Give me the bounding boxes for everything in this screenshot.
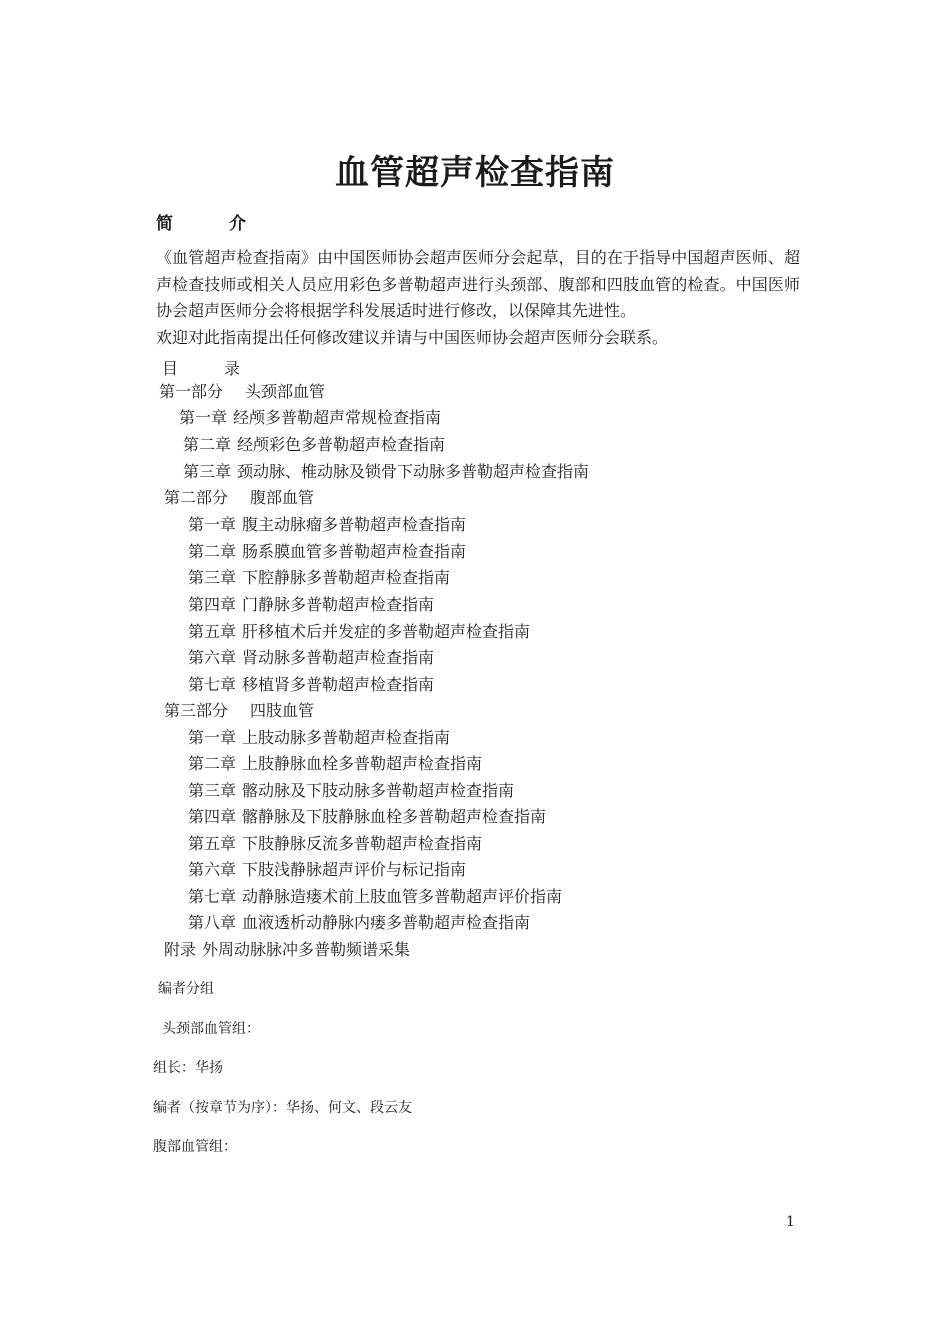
toc-chapter	[188, 751, 482, 777]
toc-chapter-title: 下肢浅静脉超声评价与标记指南	[242, 860, 467, 879]
toc-chapter-number: 第四章	[188, 807, 237, 826]
toc-part	[164, 485, 314, 511]
toc-heading: 目录	[162, 359, 287, 378]
toc-chapter	[179, 405, 441, 431]
page-number: 1	[786, 1214, 795, 1230]
toc-chapter	[188, 857, 466, 883]
toc-part-number: 第二部分	[164, 488, 229, 507]
toc-chapter	[183, 459, 589, 485]
toc-part	[159, 379, 325, 405]
toc-chapter-title: 髂静脉及下肢静脉血栓多普勒超声检查指南	[242, 807, 547, 826]
toc-part-title: 头颈部血管	[245, 382, 326, 401]
toc-chapter-number: 第六章	[188, 860, 237, 879]
toc-chapter-title: 上肢静脉血栓多普勒超声检查指南	[242, 754, 483, 773]
toc-chapter-title: 颈动脉、椎动脉及锁骨下动脉多普勒超声检查指南	[237, 462, 590, 481]
intro-paragraph: 欢迎对此指南提出任何修改建议并请与中国医师协会超声医师分会联系。	[156, 327, 669, 347]
toc-chapter-number: 第八章	[188, 913, 237, 932]
toc-chapter-number: 第七章	[188, 675, 237, 694]
toc-chapter-title: 动静脉造瘘术前上肢血管多普勒超声评价指南	[242, 887, 563, 906]
toc-chapter	[188, 672, 434, 698]
toc-chapter-number: 第五章	[188, 622, 237, 641]
toc-chapter-number: 第二章	[183, 435, 232, 454]
toc-chapter-title: 血液透析动静脉内瘘多普勒超声检查指南	[242, 913, 531, 932]
toc-chapter	[188, 592, 434, 618]
head-neck-group-heading: 头颈部血管组：	[162, 1021, 260, 1037]
toc-chapter-number: 第三章	[188, 781, 237, 800]
toc-chapter-title: 经颅彩色多普勒超声检查指南	[237, 435, 446, 454]
toc-chapter-title: 上肢动脉多普勒超声检查指南	[242, 728, 451, 747]
toc-chapter-number: 第一章	[179, 408, 228, 427]
toc-chapter-number: 第二章	[188, 542, 237, 561]
toc-chapter	[188, 910, 530, 936]
toc-chapter-number: 第二章	[188, 754, 237, 773]
toc-chapter	[188, 539, 466, 565]
toc-part-title: 四肢血管	[250, 701, 315, 720]
toc-chapter-number: 第一章	[188, 515, 237, 534]
head-neck-group-leader: 组长：华扬	[153, 1060, 223, 1076]
editors-heading: 编者分组	[158, 981, 214, 997]
toc-chapter	[188, 884, 562, 910]
toc-chapter-number: 第七章	[188, 887, 237, 906]
toc-chapter-title: 腹主动脉瘤多普勒超声检查指南	[242, 515, 467, 534]
toc-chapter-number: 第三章	[183, 462, 232, 481]
toc-chapter-number: 第三章	[188, 568, 237, 587]
toc-chapter-title: 门静脉多普勒超声检查指南	[242, 595, 435, 614]
toc-chapter-title: 肝移植术后并发症的多普勒超声检查指南	[242, 622, 531, 641]
toc-chapter-number: 第五章	[188, 834, 237, 853]
toc-chapter-title: 移植肾多普勒超声检查指南	[242, 675, 435, 694]
toc-part-number: 第一部分	[159, 382, 224, 401]
toc-chapter-title: 经颅多普勒超声常规检查指南	[233, 408, 442, 427]
abdominal-group-heading: 腹部血管组：	[153, 1139, 237, 1155]
head-neck-group-editors: 编者（按章节为序）：华扬、何文、段云友	[153, 1100, 412, 1116]
toc-appendix	[164, 937, 410, 963]
toc-part-number: 第三部分	[164, 701, 229, 720]
toc-chapter	[188, 725, 450, 751]
toc-chapter	[188, 645, 434, 671]
toc-chapter-title: 下肢静脉反流多普勒超声检查指南	[242, 834, 483, 853]
toc-part	[164, 698, 314, 724]
toc-part-title: 腹部血管	[250, 488, 315, 507]
toc-chapter-number: 第一章	[188, 728, 237, 747]
intro-body	[156, 245, 800, 351]
toc-chapter-title: 肠系膜血管多普勒超声检查指南	[242, 542, 467, 561]
intro-heading: 简介	[156, 214, 302, 234]
toc-appendix-label: 附录	[164, 940, 197, 959]
toc-chapter	[188, 804, 546, 830]
toc-chapter	[183, 432, 445, 458]
toc-chapter	[188, 619, 530, 645]
toc-chapter-number: 第六章	[188, 648, 237, 667]
toc-chapter-number: 第四章	[188, 595, 237, 614]
toc-appendix-title: 外周动脉脉冲多普勒频谱采集	[202, 940, 411, 959]
toc-chapter-title: 肾动脉多普勒超声检查指南	[242, 648, 435, 667]
intro-paragraph: 《血管超声检查指南》由中国医师协会超声医师分会起草，目的在于指导中国超声医师、超声检查技师或相关人员应用彩色多普勒超声进行头颈部、腹部和四肢血管的检查。中国医师协会超声医师分会将根据学科发展适时进行修改，以保障其先进性。	[156, 248, 800, 320]
toc-chapter-title: 髂动脉及下肢动脉多普勒超声检查指南	[242, 781, 515, 800]
toc-chapter	[188, 512, 466, 538]
document-title: 血管超声检查指南	[335, 153, 615, 193]
toc-chapter	[188, 565, 450, 591]
toc-chapter	[188, 831, 482, 857]
toc-chapter-title: 下腔静脉多普勒超声检查指南	[242, 568, 451, 587]
toc-chapter	[188, 778, 514, 804]
